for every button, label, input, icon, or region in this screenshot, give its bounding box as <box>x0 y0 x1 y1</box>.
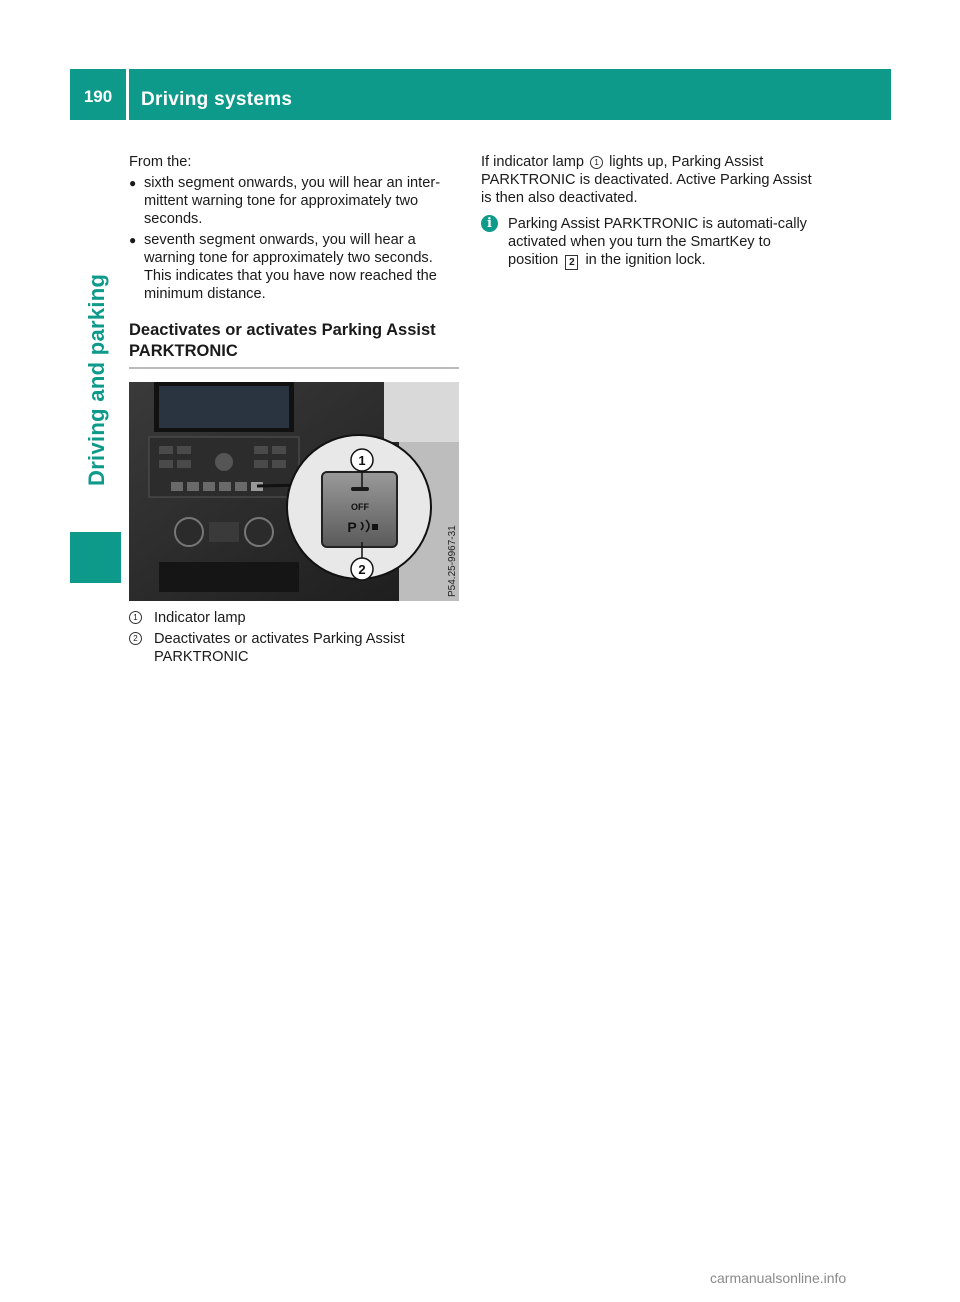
intro-text: From the: <box>129 154 192 170</box>
bullet-item <box>129 231 459 303</box>
watermark: carmanualsonline.info <box>710 1270 847 1286</box>
info-icon: i <box>481 215 498 232</box>
legend-number: 1 <box>129 611 142 624</box>
button-off-label: OFF <box>351 502 369 512</box>
legend-item <box>129 630 459 666</box>
legend-number: 2 <box>129 632 142 645</box>
parking-symbol-icon: P <box>347 519 357 535</box>
legend-text: Deactivates or activates Parking Assist PARKTRONIC <box>154 631 405 665</box>
inline-callout-number: 1 <box>590 156 603 169</box>
bullet-icon: ● <box>129 233 137 247</box>
side-tab-marker <box>70 532 121 583</box>
indicator-paragraph <box>481 153 821 207</box>
paragraph-text: If indicator lamp <box>481 154 585 170</box>
left-column <box>129 153 459 669</box>
info-text: in the ignition lock. <box>585 252 706 268</box>
info-note <box>481 215 821 270</box>
side-tab-label: Driving and parking <box>84 273 109 486</box>
legend-item <box>129 609 459 627</box>
paragraph-text: lights up, Parking Assist PARKTRONIC is deactivated. Active Parking Assist is then also deactivated. <box>481 154 812 206</box>
dashboard-figure <box>129 382 459 601</box>
bullet-text: sixth segment onwards, you will hear an inter-mittent warning tone for approximately two seconds. <box>144 175 441 227</box>
bullet-text: seventh segment onwards, you will hear a warning tone for approximately two seconds. This indicates that you have now reached the minimum distance. <box>144 232 437 302</box>
page-number: 190 <box>83 87 113 106</box>
figure-legend <box>129 609 459 666</box>
figure-reference-code: P54.25-9967-31 <box>447 525 458 597</box>
info-text: Parking Assist PARKTRONIC is automati-cally activated when you turn the SmartKey to position <box>508 216 807 268</box>
legend-text: Indicator lamp <box>154 610 246 626</box>
dashboard-photo <box>129 382 459 601</box>
callout-2-label: 2 <box>358 562 366 577</box>
bullet-icon: ● <box>129 176 137 190</box>
chapter-title: Driving systems <box>141 89 293 110</box>
section-heading: Deactivates or activates Parking Assist PARKTRONIC <box>129 320 459 369</box>
header-divider <box>126 69 129 120</box>
bullet-item <box>129 174 459 228</box>
callout-1-label: 1 <box>358 453 366 468</box>
right-column <box>481 153 821 270</box>
key-position-icon: 2 <box>565 255 578 270</box>
